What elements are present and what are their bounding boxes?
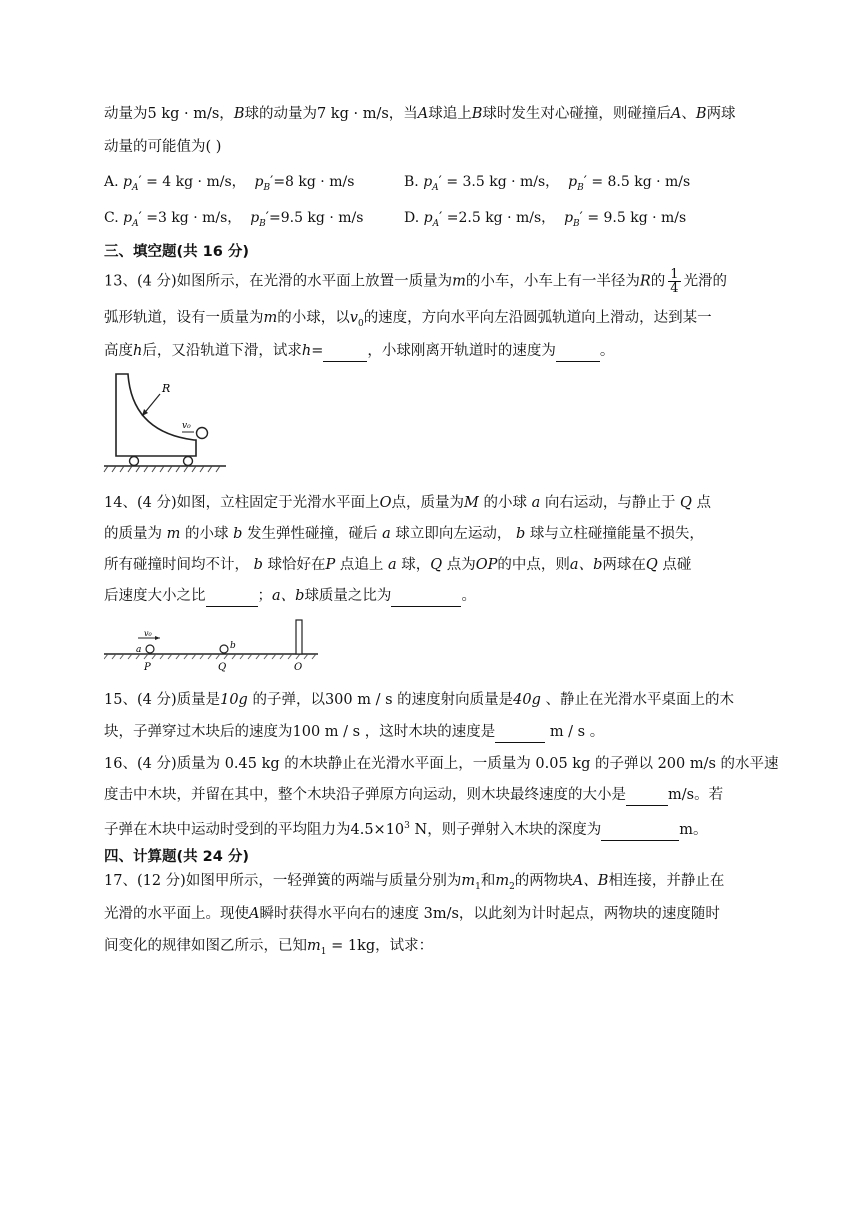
q13-line-2: 弧形轨道，设有一质量为m的小球，以$v_0$的速度，方向水平向左沿圆弧轨道向上滑动，达到某一 xyxy=(104,310,712,329)
q17-line-1: 17、(12 分)如图甲所示，一轻弹簧的两端与质量分别为$m_1$和$m_2$的两物块A、B相连接，并静止在 xyxy=(104,873,725,892)
point-p-label: P xyxy=(144,662,151,672)
wheel-right xyxy=(184,457,193,466)
q15-line-1: 15、(4 分)质量是10g 的子弹，以300 m / s 的速度射向质量是40g 、静止在光滑水平桌面上的木 xyxy=(104,692,734,708)
q17-line-2: 光滑的水平面上。现使A瞬时获得水平向右的速度 3m/s，以此刻为计时起点，两物块的速度随时 xyxy=(104,906,720,922)
q15-line-2: 块，子弹穿过木块后的速度为100 m / s ，这时木块的速度是 m / s 。 xyxy=(104,722,604,743)
q16-line-2: 度击中木块，并留在其中，整个木块沿子弹原方向运动，则木块最终速度的大小是 m/s。若 xyxy=(104,785,723,806)
q12-option-a: A. $p_A' = 4$ kg · m/s， $p_B'=8$ kg · m/s xyxy=(104,174,355,193)
q13-blank-speed[interactable] xyxy=(556,341,600,362)
point-o-label: O xyxy=(294,662,303,672)
section-4-title: 四、计算题(共 24 分) xyxy=(104,849,250,865)
q14-line-4: 后速度大小之比 ；a、b球质量之比为 。 xyxy=(104,586,476,607)
ball-b xyxy=(220,645,228,653)
q12-line-1: 动量为5 kg · m/s，B球的动量为7 kg · m/s，当A球追上B球时发生对心碰撞，则碰撞后A、B两球 xyxy=(104,106,736,122)
q13-cart-figure xyxy=(102,370,232,478)
section-3-title: 三、填空题(共 16 分) xyxy=(104,244,250,260)
q12-option-b: B. $p_A' = 3.5$ kg · m/s， $p_B' = 8.5$ kg · m/s xyxy=(404,174,691,193)
v0-arrowhead xyxy=(155,636,160,640)
point-q-label: Q xyxy=(218,662,227,672)
ball-b-label: b xyxy=(230,641,236,651)
quarter-fraction: $\frac{1}{4}$ xyxy=(670,267,679,296)
velocity-label: v₀ xyxy=(182,421,191,431)
q16-line-1: 16、(4 分)质量为 0.45 kg 的木块静止在光滑水平面上，一质量为 0.05 kg 的子弹以 200 m/s 的水平速 xyxy=(104,756,779,772)
wheel-left xyxy=(130,457,139,466)
q15-blank-block-speed[interactable] xyxy=(495,722,545,743)
q13-line-1: 13、(4 分)如图所示，在光滑的水平面上放置一质量为m的小车，小车上有一半径为R的 $\frac{1}{4}$ 光滑的 xyxy=(104,267,728,296)
q12-option-c: C. $p_A' =3$ kg · m/s， $p_B'=9.5$ kg · m/s xyxy=(104,210,364,229)
q14-blank-speed-ratio[interactable] xyxy=(206,586,258,607)
pillar xyxy=(296,620,302,654)
q12-line-2: 动量的可能值为( ) xyxy=(104,139,222,155)
small-ball xyxy=(197,428,208,439)
q17-line-3: 间变化的规律如图乙所示，已知$m_1 = 1kg$，试求： xyxy=(104,938,434,957)
v0-label: v₀ xyxy=(144,629,152,638)
q16-blank-depth[interactable] xyxy=(601,820,679,841)
cart-body xyxy=(116,374,196,456)
radius-label: R xyxy=(162,382,171,395)
ball-a-label: a xyxy=(136,645,142,655)
q14-line-3: 所有碰撞时间均不计， b 球恰好在P 点追上 a 球，Q 点为OP的中点，则a、b两球在Q 点碰 xyxy=(104,557,692,573)
q13-line-3: 高度h后，又沿轨道下滑，试求h= ，小球刚离开轨道时的速度为 。 xyxy=(104,341,614,362)
q13-blank-h[interactable] xyxy=(323,341,367,362)
ball-a xyxy=(146,645,154,653)
q14-blank-mass-ratio[interactable] xyxy=(391,586,461,607)
q14-line-1: 14、(4 分)如图，立柱固定于光滑水平面上O点，质量为M 的小球 a 向右运动，与静止于 Q 点 xyxy=(104,495,711,511)
q16-line-3: 子弹在木块中运动时受到的平均阻力为$4.5\times 10^3$ N，则子弹射入木块的深度为 m。 xyxy=(104,816,707,841)
q14-collision-figure xyxy=(104,616,320,672)
q12-option-d: D. $p_A' =2.5$ kg · m/s， $p_B' = 9.5$ kg · m/s xyxy=(404,210,687,229)
ground-hatch xyxy=(104,466,220,472)
q16-blank-final-speed[interactable] xyxy=(626,785,668,806)
q14-line-2: 的质量为 m 的小球 b 发生弹性碰撞，碰后 a 球立即向左运动， b 球与立柱碰撞能量不损失， xyxy=(104,526,704,542)
